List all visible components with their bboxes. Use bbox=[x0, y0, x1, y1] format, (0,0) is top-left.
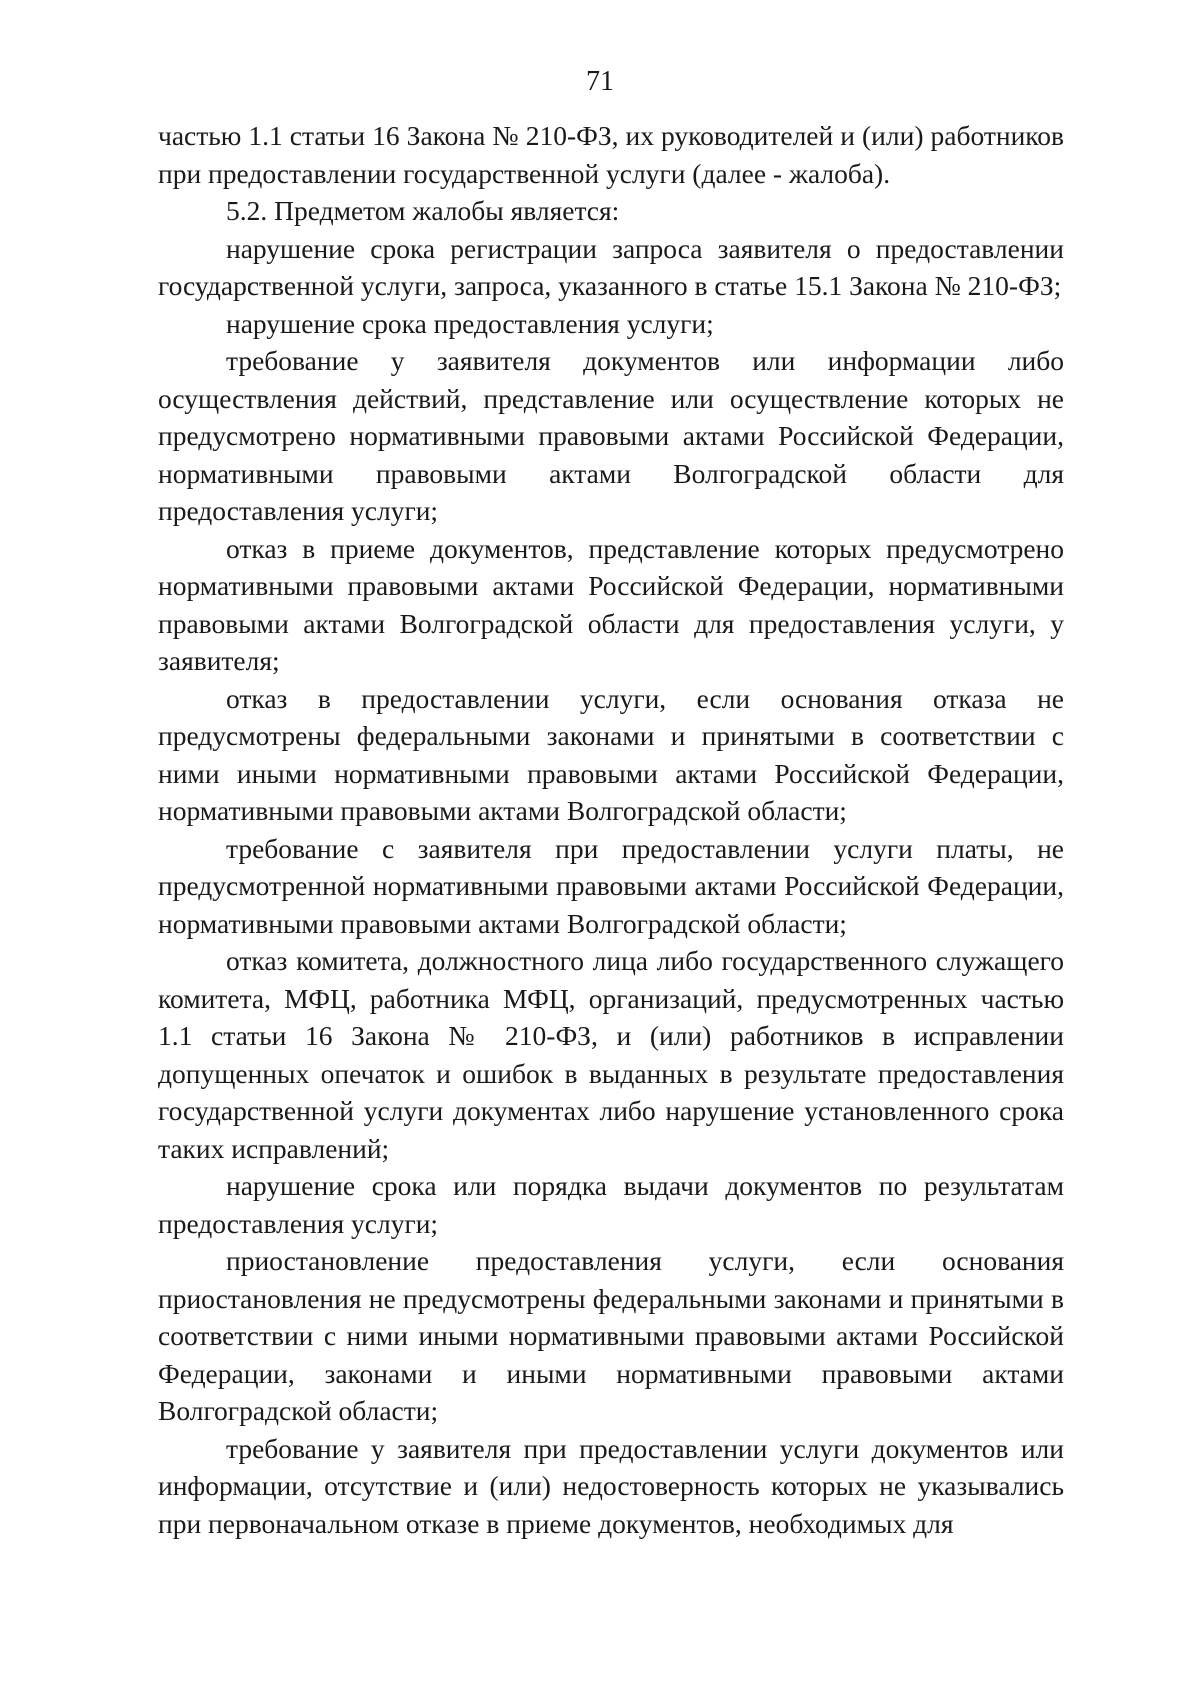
paragraph-undisclosed-documents-requirement: требование у заявителя при предоставлении услуги документов или информации, отсутствие и (или) недостоверность которых не указывались при первоначальном отказе в приеме документов, необходимых для bbox=[158, 1432, 1064, 1539]
paragraph-document-issue-violation: нарушение срока или порядка выдачи документов по результатам предоставления услуги; bbox=[158, 1170, 1064, 1239]
paragraph-fee-requirement: требование с заявителя при предоставлении услуги платы, не предусмотренной нормативными правовыми актами Российской Федерации, нормативными правовыми актами Волгоградской области; bbox=[158, 832, 1064, 939]
paragraph-service-term-violation: нарушение срока предоставления услуги; bbox=[226, 307, 714, 339]
page-number: 71 bbox=[586, 66, 614, 97]
paragraph-complaint-definition-end: частью 1.1 статьи 16 Закона № 210-ФЗ, их руководителей и (или) работников при предоставлении государственной услуги (далее - жалоба). bbox=[158, 120, 1064, 189]
paragraph-document-acceptance-refusal: отказ в приеме документов, представление которых предусмотрено нормативными правовыми актами Российской Федерации, нормативными правовыми актами Волгоградской области для предоставления услуги, у заявителя; bbox=[158, 532, 1064, 676]
paragraph-section-5-2-heading: 5.2. Предметом жалобы является: bbox=[226, 195, 620, 226]
paragraph-extra-documents-requirement: требование у заявителя документов или информации либо осуществления действий, представление или осуществление которых не предусмотрено нормативными правовыми актами Российской Федерации, нормативными правовыми актами Волгоградской области для предоставления услуги; bbox=[158, 345, 1064, 526]
paragraph-service-suspension: приостановление предоставления услуги, если основания приостановления не предусмотрены федеральными законами и принятыми в соответствии с ними иными нормативными правовыми актами Российской Федерации, законами и иными нормативными правовыми актами Волгоградской области; bbox=[158, 1245, 1064, 1426]
paragraph-correction-refusal: отказ комитета, должностного лица либо государственного служащего комитета, МФЦ, работника МФЦ, организаций, предусмотренных частью 1.1 статьи 16 Закона № 210-ФЗ, и (или) работников в исправлении допущенных опечаток и ошибок в выданных в результате предоставления государственной услуги документах либо нарушение установленного срока таких исправлений; bbox=[158, 945, 1064, 1164]
paragraph-registration-violation: нарушение срока регистрации запроса заявителя о предоставлении государственной услуги, запроса, указанного в статье 15.1 Закона № 210-ФЗ; bbox=[158, 232, 1064, 301]
paragraph-service-refusal: отказ в предоставлении услуги, если основания отказа не предусмотрены федеральными законами и принятыми в соответствии с ними иными нормативными правовыми актами Российской Федерации, нормативными правовыми актами Волгоградской области; bbox=[158, 682, 1064, 826]
document-body bbox=[158, 117, 1064, 1542]
